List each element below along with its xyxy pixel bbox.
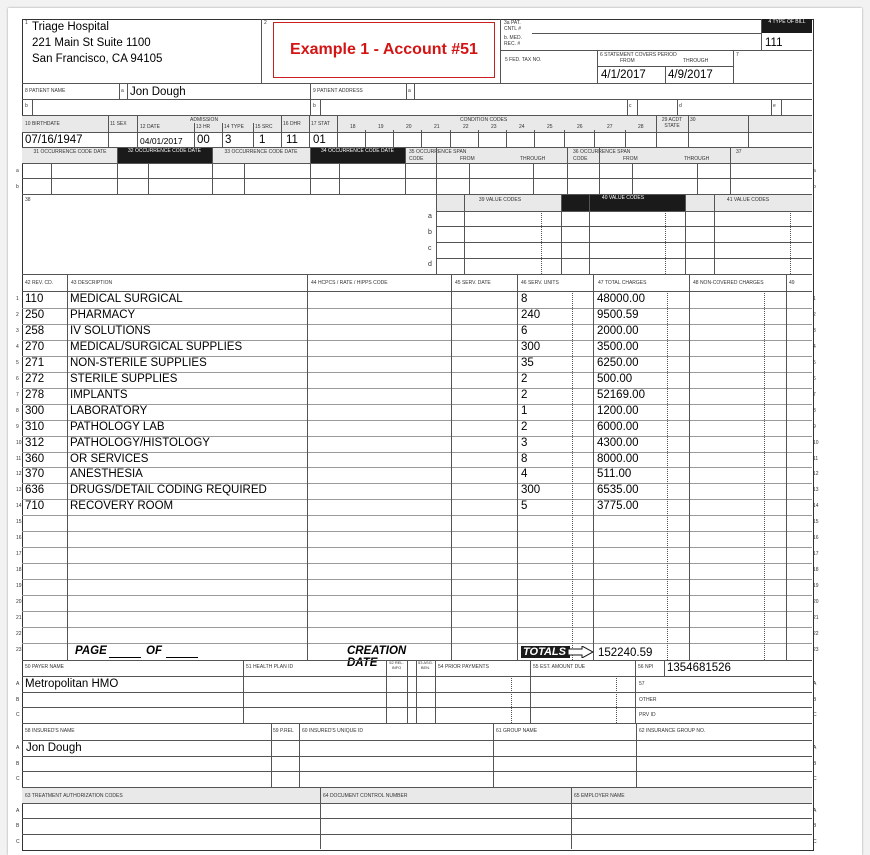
occurrence-subdivider: [148, 163, 149, 194]
address-letter-c: c: [629, 103, 632, 109]
rev-code-cell: 110: [25, 293, 44, 305]
field-30-label: 30: [690, 117, 696, 123]
payer-letter-c: C: [16, 712, 20, 718]
value-code-letter-c: c: [428, 245, 432, 252]
span-36-code-label: CODE: [573, 156, 588, 162]
line-number: 5: [16, 360, 19, 366]
total-charges-cell: 52169.00: [597, 389, 645, 401]
line-number-right: 18: [813, 567, 819, 573]
condition-code-23-label: 23: [491, 124, 497, 130]
occurrence-31-label: 31 OCCURRENCE CODE DATE: [33, 149, 107, 155]
serv-units-cell: 8: [521, 293, 528, 305]
line-number: 2: [16, 312, 19, 318]
treatment-auth-label: 63 TREATMENT AUTHORIZATION CODES: [25, 793, 123, 799]
service-column-divider: [689, 274, 690, 660]
rev-code-cell: 310: [25, 421, 45, 433]
occurrence-subdivider: [533, 163, 534, 194]
serv-units-header: 46 SERV. UNITS: [521, 280, 559, 286]
line-number: 19: [16, 583, 22, 589]
occurrence-divider: [567, 147, 568, 194]
insured-letter-c-right: C: [813, 776, 817, 782]
description-cell: ANESTHESIA: [70, 468, 143, 480]
line-number-right: 17: [813, 551, 819, 557]
occurrence-letter-a: a: [16, 168, 19, 174]
condition-code-22-label: 22: [463, 124, 469, 130]
admission-type-label: 14 TYPE: [224, 124, 244, 130]
condition-code-divider: [534, 130, 535, 147]
occurrence-divider: [212, 147, 213, 194]
occurrence-subdivider: [632, 163, 633, 194]
serv-units-cell: 240: [521, 309, 541, 321]
npi-value: 1354681526: [667, 662, 731, 674]
insured-letter-a-right: A: [813, 745, 817, 751]
line-number-right: 6: [813, 376, 816, 382]
prv-id-label: PRV ID: [639, 712, 656, 718]
insured-id-label: 60 INSURED'S UNIQUE ID: [302, 728, 363, 734]
employer-name-label: 65 EMPLOYER NAME: [574, 793, 625, 799]
field-37-label: 37: [736, 149, 742, 155]
rev-code-cell: 270: [25, 341, 45, 353]
payer-letter-a-right: A: [813, 681, 817, 687]
insured-letter-c: C: [16, 776, 20, 782]
total-charges-cell: 500.00: [597, 373, 633, 385]
address-letter-b: b: [313, 103, 316, 109]
admission-hr-label: 13 HR: [196, 124, 211, 130]
totals-arrow-icon: [568, 646, 594, 658]
service-row-line: [22, 611, 812, 612]
span-36-through-label: THROUGH: [684, 156, 710, 162]
condition-code-28-label: 28: [638, 124, 644, 130]
total-charges-cell: 3500.00: [597, 341, 639, 353]
occurrence-divider: [599, 147, 600, 194]
rev-code-cell: 636: [25, 484, 45, 496]
example-account-banner: Example 1 - Account #51: [273, 22, 495, 78]
group-name-label: 61 GROUP NAME: [496, 728, 538, 734]
condition-code-25-label: 25: [547, 124, 553, 130]
description-cell: MEDICAL/SURGICAL SUPPLIES: [70, 341, 243, 353]
accident-state-label: 29 ACDT STATE: [661, 117, 683, 129]
line-number: 12: [16, 471, 22, 477]
hcpcs-header: 44 HCPCS / RATE / HIPPS CODE: [311, 280, 388, 286]
line-number-right: 11: [813, 456, 819, 462]
statement-period-label: 6 STATEMENT COVERS PERIOD: [600, 52, 677, 58]
address-letter-e: e: [773, 103, 776, 109]
auth-letter-a-right: A: [813, 808, 817, 814]
description-cell: OR SERVICES: [70, 453, 149, 465]
value-code-divider: [685, 194, 686, 274]
admission-hr-value: 00: [197, 134, 210, 146]
occurrence-divider: [405, 147, 406, 194]
description-cell: LABORATORY: [70, 405, 148, 417]
value-code-cents-divider: [665, 211, 666, 274]
page-label: PAGE: [75, 645, 107, 657]
line-number: 10: [16, 440, 22, 446]
health-plan-label: 51 HEALTH PLAN ID: [246, 664, 294, 670]
condition-code-18-label: 18: [350, 124, 356, 130]
dhr-value: 11: [286, 134, 298, 146]
total-charges-cell: 6250.00: [597, 357, 639, 369]
field-49-header: 49: [789, 280, 795, 286]
payer-letter-a: A: [16, 681, 20, 687]
service-cents-divider: [764, 291, 765, 660]
span-35-code-label: CODE: [409, 156, 424, 162]
service-column-divider: [67, 274, 68, 660]
statement-through-label: THROUGH: [683, 58, 709, 64]
insured-name-label: 58 INSURED'S NAME: [25, 728, 75, 734]
occurrence-subdivider: [339, 163, 340, 194]
value-codes-39-label: 39 VALUE CODES: [478, 197, 522, 203]
total-charges-cell: 48000.00: [597, 293, 645, 305]
description-header: 43 DESCRIPTION: [71, 280, 113, 286]
sex-label: 11 SEX: [110, 121, 127, 127]
auth-letter-c: C: [16, 839, 20, 845]
condition-code-divider: [393, 130, 394, 147]
npi-label: 56 NPI: [638, 664, 654, 670]
occurrence-33-label: 33 OCCURRENCE CODE DATE: [224, 149, 298, 155]
auth-letter-a: A: [16, 808, 20, 814]
condition-code-26-label: 26: [577, 124, 583, 130]
document-control-label: 64 DOCUMENT CONTROL NUMBER: [323, 793, 408, 799]
rev-code-cell: 312: [25, 437, 45, 449]
type-of-bill-label: 4 TYPE OF BILL: [762, 19, 812, 33]
line-number: 8: [16, 408, 19, 414]
condition-code-divider: [450, 130, 451, 147]
occurrence-subdivider: [697, 163, 698, 194]
description-cell: IMPLANTS: [70, 389, 128, 401]
payer-name-value: Metropolitan HMO: [25, 678, 119, 690]
total-charges-cell: 8000.00: [597, 453, 639, 465]
total-charges-value: 152240.59: [598, 647, 653, 659]
line-number-right: 7: [813, 392, 816, 398]
serv-units-cell: 2: [521, 421, 528, 433]
field-2-label: 2: [264, 20, 267, 26]
payer-letter-b-right: B: [813, 697, 817, 703]
auth-letter-c-right: C: [813, 839, 817, 845]
serv-units-cell: 300: [521, 484, 541, 496]
occurrence-32-label: 32 OCCURRENCE CODE DATE: [117, 148, 212, 163]
occurrence-span-36-label: 36 OCCURRENCE SPAN: [573, 149, 631, 155]
service-row-line: [22, 563, 812, 564]
description-cell: PATHOLOGY LAB: [70, 421, 165, 433]
total-charges-cell: 4300.00: [597, 437, 639, 449]
line-number: 6: [16, 376, 19, 382]
serv-units-cell: 6: [521, 325, 528, 337]
patient-name-label: 8 PATIENT NAME: [25, 88, 66, 94]
line-number: 22: [16, 631, 22, 637]
span-36-from-label: FROM: [623, 156, 638, 162]
line-number: 16: [16, 535, 22, 541]
occurrence-divider: [730, 147, 731, 194]
rev-code-cell: 360: [25, 453, 45, 465]
value-code-cents-divider: [790, 211, 791, 274]
p-rel-label: 59 P.REL: [273, 728, 294, 734]
description-cell: PATHOLOGY/HISTOLOGY: [70, 437, 210, 449]
description-cell: PHARMACY: [70, 309, 136, 321]
occurrence-letter-b-right: b: [813, 184, 816, 190]
address-letter-d: d: [679, 103, 682, 109]
group-no-label: 62 INSURANCE GROUP NO.: [639, 728, 706, 734]
condition-code-divider: [625, 130, 626, 147]
occurrence-subdivider: [244, 163, 245, 194]
stat-value: 01: [313, 134, 326, 146]
serv-units-cell: 5: [521, 500, 528, 512]
line-number-right: 12: [813, 471, 819, 477]
value-code-divider: [561, 194, 562, 274]
auth-letter-b-right: B: [813, 823, 817, 829]
description-cell: RECOVERY ROOM: [70, 500, 174, 512]
line-number-right: 10: [813, 440, 819, 446]
line-number-right: 14: [813, 503, 819, 509]
service-row-line: [22, 515, 812, 516]
admission-src-label: 15 SRC: [255, 124, 273, 130]
service-row-line: [22, 308, 812, 309]
rev-code-cell: 271: [25, 357, 45, 369]
description-cell: NON-STERILE SUPPLIES: [70, 357, 207, 369]
payer-name-label: 50 PAYER NAME: [25, 664, 64, 670]
total-charges-cell: 2000.00: [597, 325, 639, 337]
insured-name-value: Jon Dough: [26, 742, 82, 754]
field-1-label: 1: [25, 20, 28, 26]
insured-letter-b: B: [16, 761, 20, 767]
service-row-line: [22, 643, 812, 644]
serv-date-header: 45 SERV. DATE: [455, 280, 491, 286]
line-number: 23: [16, 647, 22, 653]
field-7-label: 7: [736, 52, 739, 58]
line-number: 1: [16, 296, 19, 302]
asg-ben-label: 53 ASG. BEN.: [418, 660, 433, 670]
service-cents-divider: [572, 291, 573, 660]
est-amount-due-label: 55 EST. AMOUNT DUE: [533, 664, 586, 670]
condition-code-27-label: 27: [607, 124, 613, 130]
patient-name-value: Jon Dough: [130, 86, 186, 98]
serv-units-cell: 300: [521, 341, 541, 353]
rev-code-cell: 250: [25, 309, 45, 321]
rev-code-cell: 272: [25, 373, 45, 385]
value-code-letter-d: d: [428, 261, 432, 268]
line-number-right: 1: [813, 296, 816, 302]
occurrence-divider: [436, 147, 437, 194]
patient-address-label: 9 PATIENT ADDRESS: [313, 88, 363, 94]
condition-code-divider: [594, 130, 595, 147]
statement-from-label: FROM: [620, 58, 635, 64]
value-code-row-line: [436, 258, 812, 259]
of-label: OF: [146, 645, 162, 657]
condition-code-divider: [564, 130, 565, 147]
rev-code-cell: 258: [25, 325, 45, 337]
birthdate-label: 10 BIRTHDATE: [25, 121, 60, 127]
total-charges-cell: 6535.00: [597, 484, 639, 496]
occurrence-divider: [310, 147, 311, 194]
address-letter-a: a: [408, 88, 411, 94]
value-code-letter-a: a: [428, 213, 432, 220]
total-charges-header: 47 TOTAL CHARGES: [598, 280, 647, 286]
serv-units-cell: 2: [521, 373, 528, 385]
serv-units-cell: 4: [521, 468, 528, 480]
serv-units-cell: 3: [521, 437, 528, 449]
noncovered-header: 48 NON-COVERED CHARGES: [693, 280, 764, 286]
birthdate-value: 07/16/1947: [25, 134, 83, 146]
total-charges-cell: 3775.00: [597, 500, 639, 512]
service-column-divider: [517, 274, 518, 660]
value-code-divider: [464, 194, 465, 274]
line-number: 13: [16, 487, 22, 493]
occurrence-divider: [117, 147, 118, 194]
provider-address: 221 Main St Suite 1100: [32, 37, 151, 49]
line-number: 14: [16, 503, 22, 509]
service-cents-divider: [667, 291, 668, 660]
line-number-right: 4: [813, 344, 816, 350]
condition-code-24-label: 24: [519, 124, 525, 130]
service-column-divider: [593, 274, 594, 660]
value-codes-40-label: 40 VALUE CODES: [561, 195, 685, 211]
insured-letter-b-right: B: [813, 761, 817, 767]
line-number-right: 16: [813, 535, 819, 541]
description-cell: MEDICAL SURGICAL: [70, 293, 183, 305]
field-57-label: 57: [639, 681, 645, 687]
value-code-row-line: [436, 226, 812, 227]
total-charges-cell: 9500.59: [597, 309, 639, 321]
value-code-letter-b: b: [428, 229, 432, 236]
occurrence-span-35-label: 35 OCCURRENCE SPAN: [409, 149, 467, 155]
service-column-divider: [307, 274, 308, 660]
value-code-row-line: [436, 242, 812, 243]
condition-code-divider: [365, 130, 366, 147]
line-number-right: 8: [813, 408, 816, 414]
admission-date-value: 04/01/2017: [140, 136, 183, 146]
pat-cntl-label: 3a PAT. CNTL #: [504, 20, 522, 32]
line-number-right: 13: [813, 487, 819, 493]
condition-code-19-label: 19: [378, 124, 384, 130]
rev-code-cell: 278: [25, 389, 45, 401]
description-cell: IV SOLUTIONS: [70, 325, 151, 337]
condition-codes-label: CONDITION CODES: [460, 117, 508, 123]
service-row-line: [22, 595, 812, 596]
value-codes-41-label: 41 VALUE CODES: [726, 197, 770, 203]
other-label: OTHER: [639, 697, 657, 703]
serv-units-cell: 35: [521, 357, 534, 369]
med-rec-label: b. MED. REC. #: [504, 35, 523, 47]
description-cell: DRUGS/DETAIL CODING REQUIRED: [70, 484, 267, 496]
payer-letter-b: B: [16, 697, 20, 703]
rev-code-cell: 710: [25, 500, 45, 512]
stat-label: 17 STAT: [311, 121, 330, 127]
service-row-line: [22, 579, 812, 580]
statement-from-value: 4/1/2017: [601, 69, 646, 81]
statement-through-value: 4/9/2017: [668, 69, 713, 81]
line-number: 7: [16, 392, 19, 398]
line-number: 4: [16, 344, 19, 350]
total-charges-cell: 6000.00: [597, 421, 639, 433]
line-number-right: 5: [813, 360, 816, 366]
insured-letter-a: A: [16, 745, 20, 751]
condition-code-20-label: 20: [406, 124, 412, 130]
admission-src-value: 1: [259, 134, 266, 146]
description-cell: STERILE SUPPLIES: [70, 373, 178, 385]
rel-info-label: 52 REL. INFO: [389, 660, 404, 670]
service-row-line: [22, 547, 812, 548]
type-of-bill-value: 111: [765, 37, 783, 49]
auth-letter-b: B: [16, 823, 20, 829]
line-number: 17: [16, 551, 22, 557]
line-number: 3: [16, 328, 19, 334]
service-row-line: [22, 627, 812, 628]
condition-code-divider: [478, 130, 479, 147]
condition-code-divider: [421, 130, 422, 147]
line-number-right: 15: [813, 519, 819, 525]
rev-cd-header: 42 REV. CD.: [25, 280, 54, 286]
admission-label: ADMISSION: [190, 117, 219, 123]
admission-type-value: 3: [225, 134, 232, 146]
occurrence-subdivider: [51, 163, 52, 194]
line-number-right: 3: [813, 328, 816, 334]
totals-label: TOTALS: [521, 646, 570, 658]
total-charges-cell: 511.00: [597, 468, 632, 480]
condition-code-divider: [506, 130, 507, 147]
span-35-through-label: THROUGH: [520, 156, 546, 162]
line-number-right: 20: [813, 599, 819, 605]
rev-code-cell: 300: [25, 405, 45, 417]
line-number: 9: [16, 424, 19, 430]
rev-code-cell: 370: [25, 468, 45, 480]
provider-city-state-zip: San Francisco, CA 94105: [32, 53, 163, 65]
value-code-cents-divider: [541, 211, 542, 274]
line-number-right: 9: [813, 424, 816, 430]
prior-payments-label: 54 PRIOR PAYMENTS: [438, 664, 489, 670]
provider-name: Triage Hospital: [32, 21, 109, 33]
service-column-divider: [451, 274, 452, 660]
field-38-label: 38: [25, 197, 31, 203]
service-column-divider: [786, 274, 787, 660]
line-number-right: 23: [813, 647, 819, 653]
line-number-right: 2: [813, 312, 816, 318]
admission-date-label: 12 DATE: [140, 124, 160, 130]
occurrence-subdivider: [469, 163, 470, 194]
service-row-line: [22, 531, 812, 532]
patient-name-letter-a: a: [121, 88, 124, 94]
payer-letter-c-right: C: [813, 712, 817, 718]
line-number-right: 21: [813, 615, 819, 621]
line-number: 18: [16, 567, 22, 573]
line-number-right: 19: [813, 583, 819, 589]
dhr-label: 16 DHR: [283, 121, 301, 127]
total-charges-cell: 1200.00: [597, 405, 639, 417]
fed-tax-label: 5 FED. TAX NO.: [505, 57, 542, 63]
line-number: 15: [16, 519, 22, 525]
patient-name-letter-b: b: [25, 103, 28, 109]
value-code-divider: [589, 194, 590, 274]
value-code-divider: [714, 194, 715, 274]
service-row-line: [22, 388, 812, 389]
condition-code-21-label: 21: [434, 124, 440, 130]
occurrence-34-label: 34 OCCURRENCE CODE DATE: [310, 148, 405, 163]
line-number-right: 22: [813, 631, 819, 637]
serv-units-cell: 1: [521, 405, 528, 417]
occurrence-letter-a-right: a: [813, 168, 816, 174]
line-number: 21: [16, 615, 22, 621]
creation-date-label: CREATION DATE: [347, 645, 407, 669]
span-35-from-label: FROM: [460, 156, 475, 162]
occurrence-letter-b: b: [16, 184, 19, 190]
line-number: 20: [16, 599, 22, 605]
line-number: 11: [16, 456, 22, 462]
serv-units-cell: 2: [521, 389, 528, 401]
serv-units-cell: 8: [521, 453, 528, 465]
